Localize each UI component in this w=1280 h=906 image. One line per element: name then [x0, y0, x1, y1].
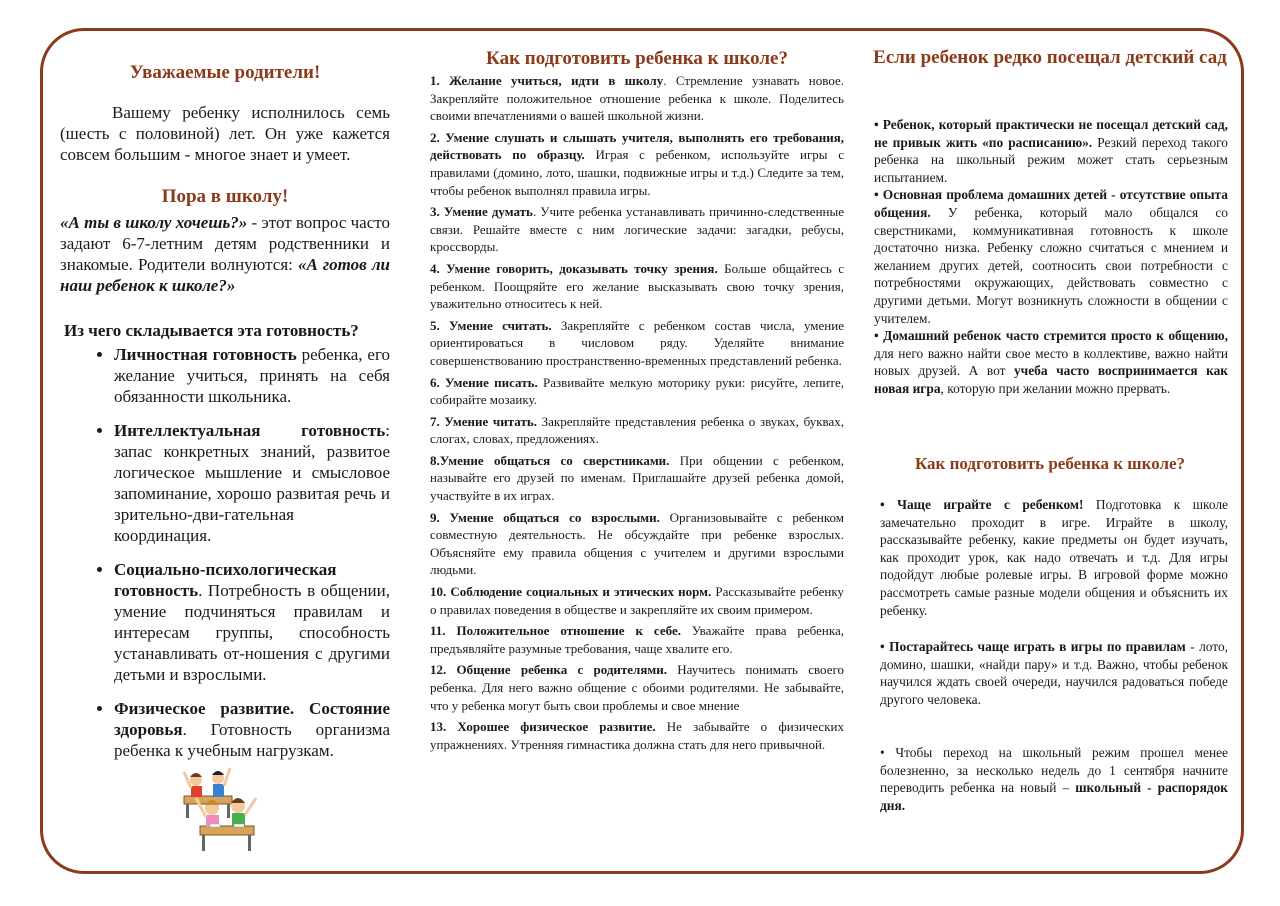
school-time-subtitle: Пора в школу!: [161, 186, 289, 207]
parents-intro: Вашему ребенку исполнилось семь (шесть с половиной) лет. Он уже кажется совсем большим - многое знает и умеет.: [60, 103, 390, 164]
list-item: • Физическое развитие. Состояние здоровья. Готовность организма ребенка к учебным нагрузкам.: [114, 698, 390, 761]
list-item: • Интеллектуальная готовность: запас конкретных знаний, развитое логическое мышление и смысловое запоминание, хорошо развитая речь и зрительно-дви-гательная координация.: [114, 420, 390, 546]
parents-title: Уважаемые родители!: [129, 62, 321, 83]
children-at-desks-illustration: [172, 760, 272, 860]
list-item: 10. Соблюдение социальных и этических норм. Рассказывайте ребенку о правилах поведения в обществе и закрепляйте их своим примером.: [430, 584, 844, 617]
readiness-list: [60, 344, 390, 774]
question-quote-1: «А ты в школу хочешь?»: [60, 213, 248, 232]
list-item: • Личностная готовность ребенка, его желание учиться, принять на себя обязанности школьника.: [114, 344, 390, 407]
question-text: - этот вопрос часто задают 6-7-летним детям родственники и знакомые. Родители волнуются:: [60, 213, 390, 274]
list-item: • Социально-психологическая готовность. Потребность в общении, умение подчиняться правилам и интересам группы, способность устанавливать от-ношения с другими детьми и взрослыми.: [114, 559, 390, 685]
list-item: 1. Желание учиться, идти в школу. Стремление узнавать новое. Закрепляйте положительное отношение ребенка к школе. Поделитесь своими впечатлениями о вашей школьной жизни.: [430, 73, 844, 124]
paragraph: • Домашний ребенок часто стремится просто к общению, для него важно найти свое место в коллективе, важно найти новых друзей. А вот учеба часто воспринимается как новая игра, которую при желании можно прервать.: [874, 328, 1228, 396]
list-item: 12. Общение ребенка с родителями. Научитесь понимать своего ребенка. Для него важно общение с обоими родителями. Не забывайте, что у ребенка могут быть свои проблемы и свое мнение: [430, 662, 844, 713]
question-quote-2: «А готов ли наш ребенок к школе?»: [60, 255, 390, 295]
list-item: 4. Умение говорить, доказывать точку зрения. Больше общайтесь с ребенком. Поощряйте его желание высказывать свою точку зрения, уважительно относитесь к ней.: [430, 260, 844, 312]
prepare-title: Как подготовить ребенка к школе?: [486, 48, 788, 69]
list-item: 11. Положительное отношение к себе. Уважайте права ребенка, предъявляйте разумные требования, чаще хвалите его.: [430, 623, 844, 656]
paragraph: • Ребенок, который практически не посещал детский сад, не привык жить «по расписанию». Резкий переход такого ребенка на школьный режим может стать серьезным испытанием.: [874, 117, 1229, 185]
list-item: 6. Умение писать. Развивайте мелкую моторику руки: рисуйте, лепите, собирайте мозаику.: [430, 374, 844, 408]
question-paragraph: [60, 212, 390, 296]
components-heading: Из чего складывается эта готовность?: [64, 321, 359, 340]
list-item: 3. Умение думать. Учите ребенка устанавливать причинно-следственные связи. Решайте вместе с ним логические задачи: загадки, ребусы, кроссворды.: [430, 204, 844, 255]
play-advice-2: • Постарайтесь чаще играть в игры по правилам - лото, домино, шашки, «найди пару» и т.д. Важно, чтобы ребенок научился ждать своей очереди, научился радоваться победе другого человека.: [880, 639, 1229, 707]
list-item: 5. Умение считать. Закрепляйте с ребенком состав числа, умение ориентироваться в числовом ряду. Уделяйте внимание совершенствованию пространственно-временных представлений ребенка.: [430, 317, 844, 368]
list-item: 2. Умение слушать и слышать учителя, выполнять его требования, действовать по образцу. Играя с ребенком, используйте игры с правилами (домино, лото, шашки, подвижные игры и т.д.) Следите за тем, чтобы ребенок выполнял правила игры.: [430, 129, 844, 198]
paragraph: • Основная проблема домашних детей - отсутствие опыта общения. У ребенка, который мало общался со сверстниками, коммуникативная готовность к школе достаточно низка. Ребенку сложно считаться с мнением и желанием других детей, соотносить свои потребности с потребностями окружающих, действовать совместно с другими детьми. Могут возникнуть сложности в общении с учителем.: [874, 187, 1228, 326]
list-item: 9. Умение общаться со взрослыми. Организовывайте с ребенком совместную деятельность. Не обсуждайте при ребенке взрослых. Объясняйте ему правила общения с учителем и другими взрослыми людьми.: [430, 509, 845, 578]
prepare-title-2: Как подготовить ребенка к школе?: [914, 454, 1186, 473]
list-item: 13. Хорошее физическое развитие. Не забывайте о физических упражнениях. Утренняя гимнастика должна стать для него привычной.: [430, 719, 844, 752]
schedule-advice: • Чтобы переход на школьный режим прошел менее болезненно, за несколько недель до 1 сентября начните переводить ребенка на новый – школьный - распорядок дня.: [880, 745, 1228, 813]
home-child-text: [874, 116, 1228, 398]
home-child-title: Если ребенок редко посещал детский сад: [873, 47, 1227, 68]
list-item: 8.Умение общаться со сверстниками. При общении с ребенком, называйте его друзей по именам. Приглашайте друзей ребенка домой, участвуйте в их играх.: [430, 452, 844, 504]
prepare-list: [430, 72, 844, 757]
play-advice-1: • Чаще играйте с ребенком! Подготовка к школе замечательно проходит в игре. Играйте в школу, рассказывайте ребенку, какие предметы он будет изучать, как проходит урок, как надо отвечать и т.д. Для игры подойдут любые ролевые игры. В игровой форме можно рассмотреть самые разные модели общения и объяснить их ребенку.: [880, 497, 1228, 618]
list-item: 7. Умение читать. Закрепляйте представления ребенка о звуках, буквах, слогах, словах, предложениях.: [430, 413, 845, 447]
